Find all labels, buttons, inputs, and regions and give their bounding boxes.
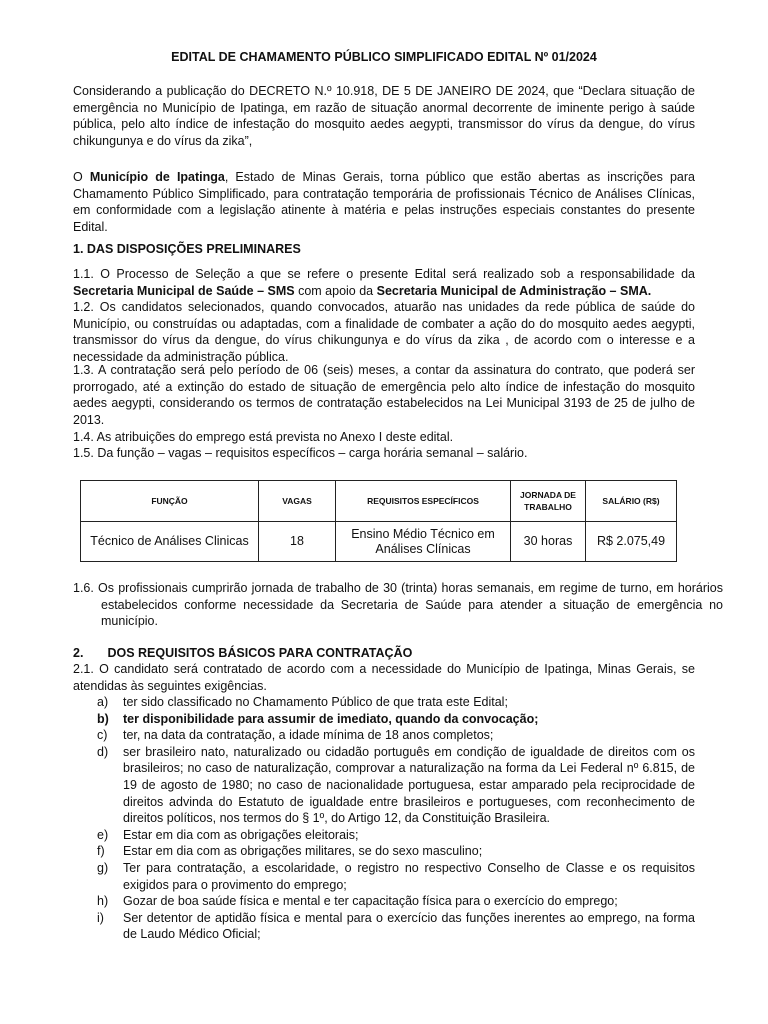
cell-jornada: 30 horas — [511, 522, 586, 562]
p11-sms: Secretaria Municipal de Saúde – SMS — [73, 283, 295, 298]
list-item: h) Gozar de boa saúde física e mental e ter capacitação física para o exercício do emprego; — [97, 894, 618, 909]
table-row — [81, 522, 677, 562]
list-item: e) Estar em dia com as obrigações eleitorais; — [97, 827, 359, 842]
table-header-row — [81, 481, 677, 522]
list-item: c) ter, na data da contratação, a idade mínima de 18 anos completos; — [97, 728, 494, 743]
opening-pre: O — [73, 170, 90, 184]
header-funcao: FUNÇÃO — [81, 481, 259, 522]
header-vagas: VAGAS — [259, 481, 336, 522]
paragraph-1-4: 1.4. As atribuições do emprego está prevista no Anexo I deste edital. — [73, 430, 454, 444]
list-item: f) Estar em dia com as obrigações militares, se do sexo masculino; — [97, 844, 483, 859]
p11-sma: Secretaria Municipal de Administração – SMA. — [376, 283, 652, 298]
positions-table — [80, 480, 677, 562]
cell-salario: R$ 2.075,49 — [586, 522, 677, 562]
header-requisitos: REQUISITOS ESPECÍFICOS — [336, 481, 511, 522]
paragraph-1-1 — [73, 266, 695, 299]
list-item: g) Ter para contratação, a escolaridade, o registro no respectivo Conselho de Classe e os requisitos exigidos para o provimento do emprego; — [97, 860, 695, 892]
list-item: i) Ser detentor de aptidão física e mental para o exercício das funções inerentes ao emprego, na forma de Laudo Médico Oficial; — [97, 910, 695, 942]
paragraph-1-6: 1.6. Os profissionais cumprirão jornada de trabalho de 30 (trinta) horas semanais, em regime de turno, em horários estabelecidos conforme necessidade da Secretaria de Saúde para atender a situação de emergência no município. — [73, 581, 723, 629]
opening-post: , Estado de Minas Gerais, torna público que estão abertas as inscrições para Chamamento Público Simplificado, para contratação temporária de profissionais Técnico de Análises Clínicas, em conformidade com a legislação atinente à matéria e pelas instruções especiais constantes do presente Edital. — [73, 170, 695, 234]
cell-vagas: 18 — [259, 522, 336, 562]
paragraph-1-5: 1.5. Da função – vagas – requisitos específicos – carga horária semanal – salário. — [73, 446, 528, 460]
municipality-name: Município de Ipatinga — [89, 170, 225, 184]
requirements-list — [97, 694, 695, 943]
opening-paragraph — [73, 169, 695, 235]
list-item: a) ter sido classificado no Chamamento Público de que trata este Edital; — [97, 695, 508, 709]
document-title: EDITAL DE CHAMAMENTO PÚBLICO SIMPLIFICADO EDITAL Nº 01/2024 — [171, 50, 597, 64]
cell-requisitos: Ensino Médio Técnico em Análises Clínicas — [336, 522, 511, 562]
list-item: b) ter disponibilidade para assumir de imediato, quando da convocação; — [97, 711, 539, 726]
p11-text-c: com apoio da — [294, 283, 377, 298]
list-item: d) ser brasileiro nato, naturalizado ou cidadão português em condição de igualdade de direitos com os brasileiros; no caso de naturalização, comprovar a naturalização na forma da Lei Federal nº 6.815, de 19 de agosto de 1980; no caso de nacionalidade portuguesa, estar amparado pela reciprocidade de direitos advinda do Estatuto de igualdade entre brasileiros e portugueses, com reconhecimento de direitos políticos, nos termos do § 1º, do Artigo 12, da Constituição Brasileira. — [97, 744, 695, 826]
intro-paragraph: Considerando a publicação do DECRETO N.º 10.918, DE 5 DE JANEIRO DE 2024, que “Declara situação de emergência no Município de Ipatinga, em razão de situação anormal decorrente de iminente perigo à saúde pública, pelo alto índice de infestação do mosquito aedes aegypti, transmissor do vírus da dengue, do vírus chikungunya e do vírus da zika”, — [73, 84, 695, 148]
section-2-title: DOS REQUISITOS BÁSICOS PARA CONTRATAÇÃO — [107, 646, 413, 660]
paragraph-1-2: 1.2. Os candidatos selecionados, quando convocados, atuarão nas unidades da rede pública de saúde do Município, ou construídas ou adaptadas, com a finalidade de combater a ação do do mosquito aedes aegypti, transmissor do vírus da dengue, do vírus chikungunya e do vírus da zika , de acordo com o interesse e a necessidade da administração pública. — [73, 300, 695, 364]
p11-text-a: 1.1. O Processo de Seleção a que se refere o presente Edital será realizado sob a responsabilidade da — [73, 267, 695, 281]
paragraph-1-3: 1.3. A contratação será pelo período de 06 (seis) meses, a contar da assinatura do contrato, que poderá ser prorrogado, até a extinção do estado de situação de emergência pelo alto índice de infestação do mosquito aedes aegypti, considerando os termos de contratação estabelecidos na Lei Municipal 3193 de 25 de julho de 2013. — [73, 363, 695, 427]
cell-funcao: Técnico de Análises Clinicas — [81, 522, 259, 562]
header-jornada: JORNADA DE TRABALHO — [511, 481, 586, 522]
section-2-heading — [73, 645, 412, 662]
paragraph-2-1: 2.1. O candidato será contratado de acordo com a necessidade do Município de Ipatinga, Minas Gerais, se atendidas às seguintes exigências. — [73, 662, 695, 693]
section-2-number: 2. — [73, 646, 84, 660]
header-salario: SALÁRIO (R$) — [586, 481, 677, 522]
section-1-heading: 1. DAS DISPOSIÇÕES PRELIMINARES — [73, 242, 301, 256]
